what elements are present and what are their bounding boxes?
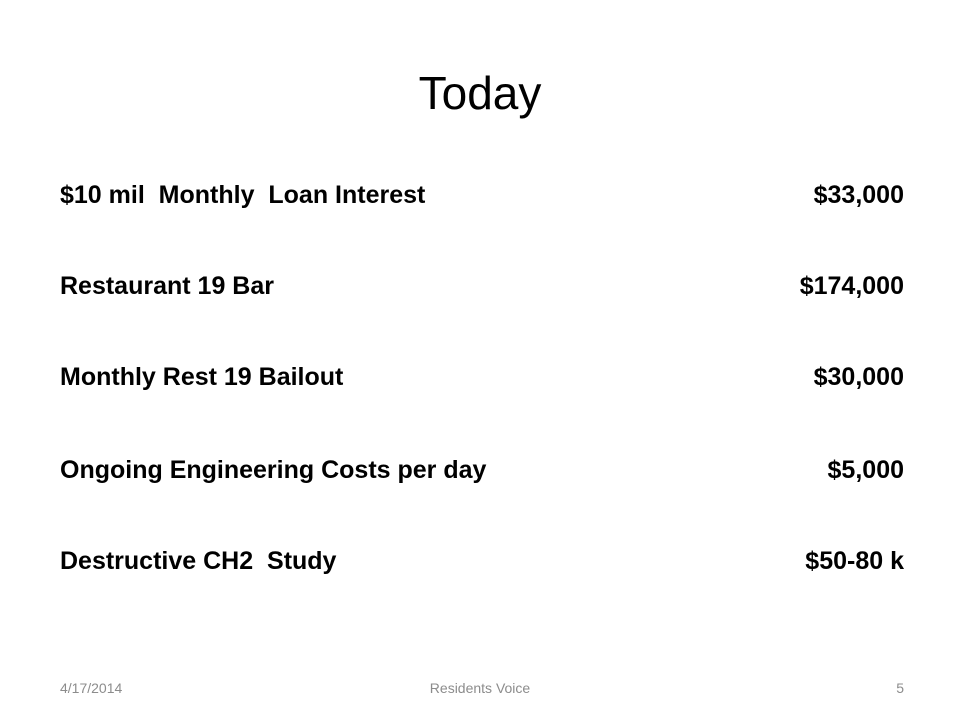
cost-value: $33,000 — [813, 180, 904, 209]
cost-row-loan-interest — [60, 170, 904, 220]
cost-row-bailout — [60, 352, 904, 402]
cost-label: Restaurant 19 Bar — [60, 271, 274, 300]
cost-label: $10 mil Monthly Loan Interest — [60, 180, 426, 209]
page-number: 5 — [896, 680, 904, 696]
cost-row-engineering — [60, 445, 904, 495]
cost-label: Destructive CH2 Study — [60, 546, 337, 575]
cost-value: $174,000 — [799, 271, 904, 300]
cost-label: Monthly Rest 19 Bailout — [60, 362, 344, 391]
cost-row-restaurant-bar — [60, 261, 904, 311]
cost-label: Ongoing Engineering Costs per day — [60, 455, 487, 484]
cost-value: $30,000 — [813, 362, 904, 391]
footer-date: 4/17/2014 — [60, 680, 123, 696]
cost-row-ch2-study — [60, 536, 904, 586]
cost-value: $5,000 — [827, 455, 904, 484]
cost-value: $50-80 k — [805, 546, 904, 575]
slide-title: Today — [418, 67, 542, 119]
footer-text: Residents Voice — [429, 680, 531, 696]
